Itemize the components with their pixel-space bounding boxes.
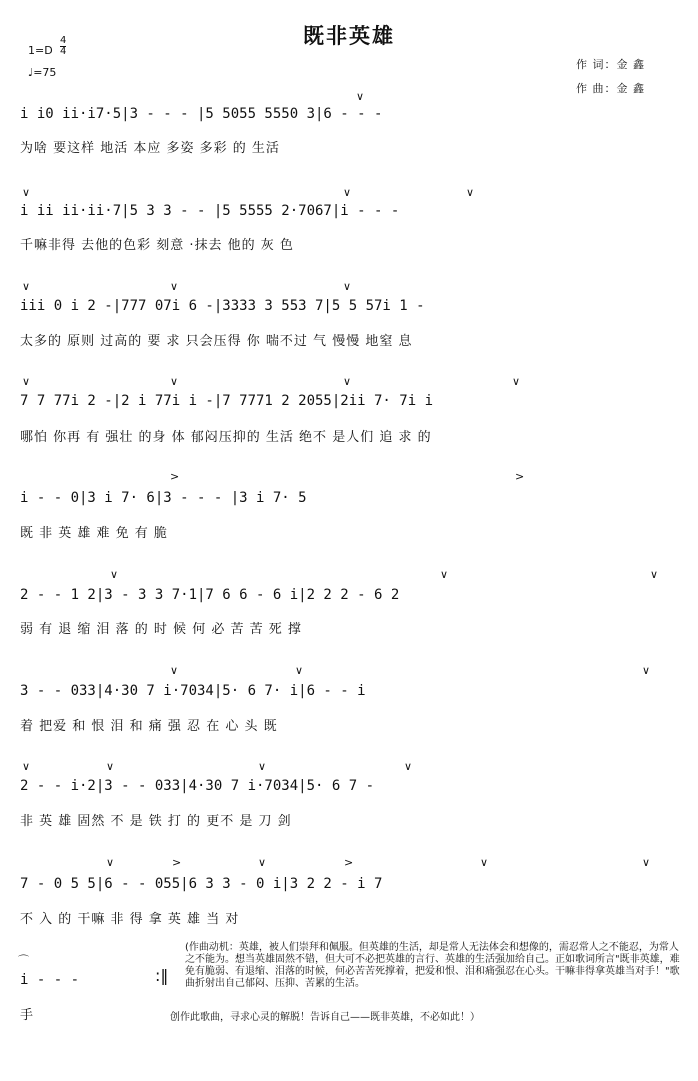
lyrics-line-1: 为啥 要这样 地活 本应 多姿 多彩 的 生活 [20, 141, 280, 156]
time-signature-top: 4 [60, 35, 67, 46]
breath-mark: ∨ [642, 664, 651, 677]
notation-line-10: i - - - [20, 972, 80, 988]
breath-mark: ∨ [650, 568, 659, 581]
notation-line-3: iii 0 i 2 -|777 07i 6 -|3333 3 553 7|5 5 57i 1 - [20, 298, 425, 314]
breath-mark: ∨ [22, 280, 31, 293]
lyrics-line-7: 着 把爱 和 恨 泪 和 痛 强 忍 在 心 头 既 [20, 719, 278, 734]
notation-line-1: i i0 ii·i7·5|3 - - - |5 5055 5550 3|6 - - - [20, 106, 383, 122]
breath-mark: ∨ [480, 856, 489, 869]
breath-mark: ∨ [258, 856, 267, 869]
notation-line-6: 2 - - 1 2|3 - 3 3 7·1|7 6 6 - 6 i|2 2 2 - 6 2 [20, 587, 400, 603]
breath-mark: ∨ [343, 280, 352, 293]
breath-mark: ∨ [343, 375, 352, 388]
breath-mark: ∨ [106, 760, 115, 773]
composer-credit: 作 曲：金 鑫 [576, 82, 645, 95]
lyrics-line-6: 弱 有 退 缩 泪 落 的 时 候 何 必 苦 苦 死 撑 [20, 622, 302, 637]
notation-line-9: 7 - 0 5 5|6 - - 055|6 3 3 - 0 i|3 2 2 - i 7 [20, 876, 383, 892]
lyrics-line-8: 非 英 雄 固然 不 是 铁 打 的 更不 是 刀 剑 [20, 814, 292, 829]
time-signature-bottom: 4 [60, 46, 67, 57]
lyrics-line-5: 既 非 英 雄 难 免 有 脆 [20, 526, 168, 541]
breath-mark: ∨ [404, 760, 413, 773]
breath-mark: ∨ [512, 375, 521, 388]
notation-line-4: 7 7 77i 2 -|2 i 77i i -|7 7771 2 2055|2ii 7· 7i i [20, 393, 434, 409]
breath-mark: ∨ [22, 760, 31, 773]
footer-note: 创作此歌曲，寻求心灵的解脱！告诉自己——既非英雄，不必如此！） [170, 1012, 480, 1023]
breath-mark: ∨ [170, 280, 179, 293]
breath-mark: ∨ [106, 856, 115, 869]
accent-mark: > [344, 856, 354, 869]
fermata-icon: ⌒ [18, 954, 29, 967]
key-signature: 1=D [28, 44, 53, 57]
breath-mark: ∨ [343, 186, 352, 199]
breath-mark: ∨ [295, 664, 304, 677]
accent-mark: > [515, 470, 525, 483]
song-title: 既非英雄 [303, 24, 395, 48]
breath-mark: ∨ [356, 90, 365, 103]
tempo-marking: ♩=75 [28, 66, 57, 79]
breath-mark: ∨ [110, 568, 119, 581]
repeat-sign: :‖ [155, 966, 169, 985]
notation-line-8: 2 - - i·2|3 - - 033|4·30 7 i·7034|5· 6 7 - [20, 778, 375, 794]
accent-mark: > [170, 470, 180, 483]
lyrics-line-10: 手 [20, 1008, 35, 1023]
breath-mark: ∨ [258, 760, 267, 773]
lyrics-line-4: 哪怕 你再 有 强壮 的身 体 郁闷压抑的 生活 绝不 是人们 追 求 的 [20, 430, 432, 445]
breath-mark: ∨ [22, 186, 31, 199]
lyrics-line-3: 太多的 原则 过高的 要 求 只会压得 你 喘不过 气 慢慢 地窒 息 [20, 334, 413, 349]
breath-mark: ∨ [466, 186, 475, 199]
breath-mark: ∨ [642, 856, 651, 869]
composition-note: (作曲动机：英雄，被人们崇拜和佩服。但英雄的生活，却是常人无法体会和想像的，需忍常人之不能忍，为常人之不能为。想当英雄固然不错，但大可不必把英雄的言行、英雄的生活强加给自己。正如歌词所言"既非英雄，难免有脆弱、有退缩、泪落的时候，何必苦苦死撑着，把爱和恨、泪和痛强忍在心头。干嘛非得拿英雄当对手！"歌曲折射出自己郁闷、压抑、苦累的生活。 [185, 942, 680, 989]
accent-mark: > [172, 856, 182, 869]
breath-mark: ∨ [170, 375, 179, 388]
breath-mark: ∨ [170, 664, 179, 677]
breath-mark: ∨ [440, 568, 449, 581]
notation-line-5: i - - 0|3 i 7· 6|3 - - - |3 i 7· 5 [20, 490, 307, 506]
breath-mark: ∨ [22, 375, 31, 388]
lyricist-credit: 作 词：金 鑫 [576, 58, 645, 71]
notation-line-2: i ii ii·ii·7|5 3 3 - - |5 5555 2·7067|i - - - [20, 203, 400, 219]
notation-line-7: 3 - - 033|4·30 7 i·7034|5· 6 7· i|6 - - i [20, 683, 366, 699]
time-signature [60, 36, 66, 57]
lyrics-line-9: 不 入 的 干嘛 非 得 拿 英 雄 当 对 [20, 912, 240, 927]
lyrics-line-2: 千嘛非得 去他的色彩 刻意 ·抹去 他的 灰 色 [20, 238, 294, 253]
